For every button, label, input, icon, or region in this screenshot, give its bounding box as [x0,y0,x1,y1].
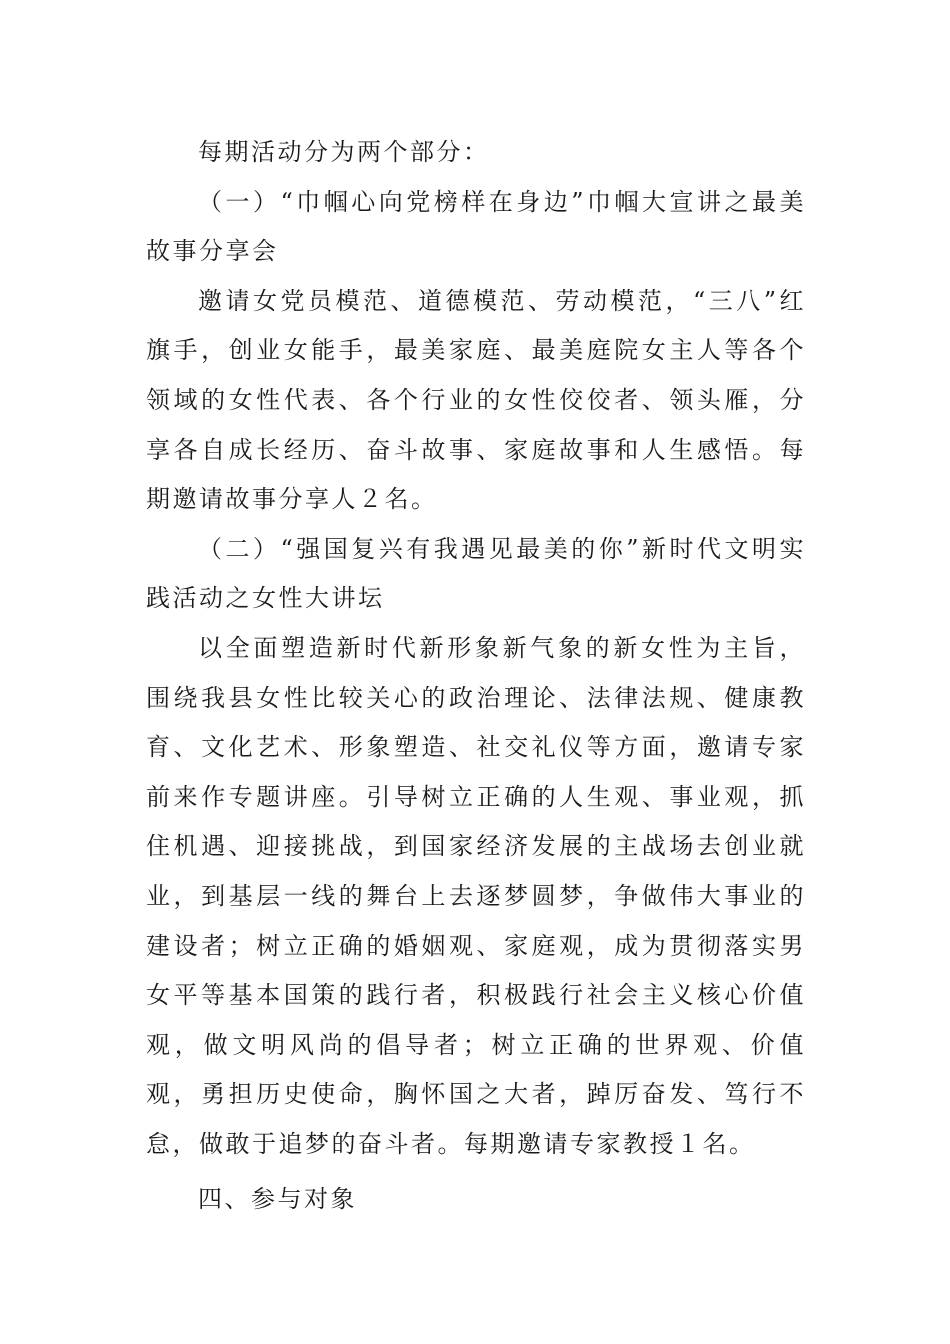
intro-paragraph: 每期活动分为两个部分： [198,138,490,166]
document-body [146,128,806,1225]
section-heading-participants: 四、参与对象 [198,1185,357,1214]
subsection-heading-2: （二）“强国复兴有我遇见最美的你”新时代文明实践活动之女性大讲坛 [146,534,806,613]
subsection-body-1: 邀请女党员模范、道德模范、劳动模范，“三八”红旗手，创业女能手，最美家庭、最美庭院女主人等各个领域的女性代表、各个行业的女性佼佼者、领头雁，分享各自成长经历、奋斗故事、家庭故事和人生感悟。每期邀请故事分享人２名。 [146,286,806,514]
subsection-heading-1: （一）“巾帼心向党榜样在身边”巾帼大宣讲之最美故事分享会 [146,187,806,266]
subsection-body-2: 以全面塑造新时代新形象新气象的新女性为主旨，围绕我县女性比较关心的政治理论、法律法规、健康教育、文化艺术、形象塑造、社交礼仪等方面，邀请专家前来作专题讲座。引导树立正确的人生观、事业观，抓住机遇、迎接挑战，到国家经济发展的主战场去创业就业，到基层一线的舞台上去逐梦圆梦，争做伟大事业的建设者；树立正确的婚姻观、家庭观，成为贯彻落实男女平等基本国策的践行者，积极践行社会主义核心价值观，做文明风尚的倡导者；树立正确的世界观、价值观，勇担历史使命，胸怀国之大者，踔厉奋发、笃行不怠，做敢于追梦的奋斗者。每期邀请专家教授１名。 [146,633,806,1158]
